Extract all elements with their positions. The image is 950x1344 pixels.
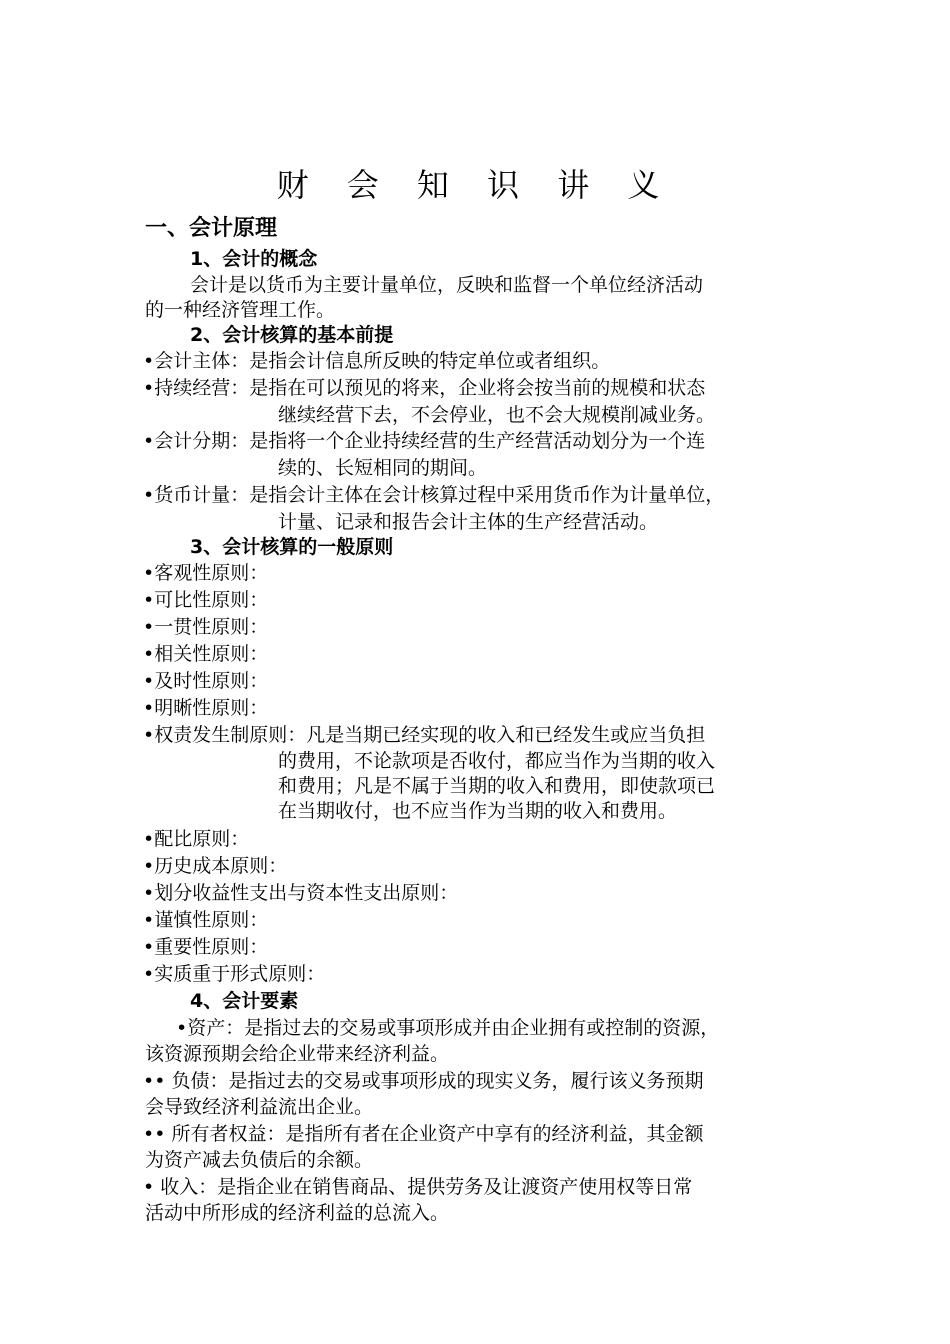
paragraph-line: 会计是以货币为主要计量单位，反映和监督一个单位经济活动 bbox=[190, 274, 704, 296]
list-item: •及时性原则： bbox=[143, 670, 269, 692]
list-item: •• 负债：是指过去的交易或事项形成的现实义务，履行该义务预期 bbox=[143, 1070, 704, 1092]
list-item-continuation: 为资产减去负债后的余额。 bbox=[145, 1149, 374, 1171]
list-item-continuation: 继续经营下去，不会停业，也不会大规模削减业务。 bbox=[278, 404, 716, 426]
list-item: •会计主体：是指会计信息所反映的特定单位或者组织。 bbox=[143, 350, 611, 372]
list-item: •可比性原则： bbox=[143, 589, 269, 611]
document-title: 财 会 知 识 讲 义 bbox=[276, 166, 674, 204]
list-item-continuation: 活动中所形成的经济利益的总流入。 bbox=[145, 1202, 450, 1224]
list-item-continuation: 计量、记录和报告会计主体的生产经营活动。 bbox=[278, 511, 659, 533]
list-item-continuation: 和费用；凡是不属于当期的收入和费用，即使款项已 bbox=[278, 775, 716, 797]
list-item: •配比原则： bbox=[143, 828, 250, 850]
subsection-heading-premises: 2、会计核算的基本前提 bbox=[190, 324, 394, 346]
list-item-continuation: 在当期收付，也不应当作为当期的收入和费用。 bbox=[278, 800, 678, 822]
list-item: •谨慎性原则： bbox=[143, 909, 269, 931]
list-item: •资产：是指过去的交易或事项形成并由企业拥有或控制的资源， bbox=[176, 1017, 720, 1039]
subsection-heading-elements: 4、会计要素 bbox=[190, 990, 299, 1012]
list-item: •相关性原则： bbox=[143, 643, 269, 665]
list-item: •划分收益性支出与资本性支出原则： bbox=[143, 882, 459, 904]
list-item: •会计分期：是指将一个企业持续经营的生产经营活动划分为一个连 bbox=[143, 430, 706, 452]
section-heading-accounting-principles: 一、会计原理 bbox=[145, 216, 278, 241]
list-item: • 收入：是指企业在销售商品、提供劳务及让渡资产使用权等日常 bbox=[143, 1176, 693, 1198]
list-item: •重要性原则： bbox=[143, 936, 269, 958]
list-item: •实质重于形式原则： bbox=[143, 963, 326, 985]
list-item: •一贯性原则： bbox=[143, 616, 269, 638]
paragraph-line: 的一种经济管理工作。 bbox=[145, 299, 336, 321]
list-item: •客观性原则： bbox=[143, 562, 269, 584]
subsection-heading-concept: 1、会计的概念 bbox=[190, 248, 318, 270]
list-item-continuation: 续的、长短相同的期间。 bbox=[278, 457, 488, 479]
list-item: •权责发生制原则：凡是当期已经实现的收入和已经发生或应当负担 bbox=[143, 724, 706, 746]
list-item: •历史成本原则： bbox=[143, 855, 288, 877]
subsection-heading-general-principles: 3、会计核算的一般原则 bbox=[190, 536, 394, 558]
list-item: •• 所有者权益：是指所有者在企业资产中享有的经济利益，其金额 bbox=[143, 1123, 704, 1145]
list-item: •持续经营：是指在可以预见的将来，企业将会按当前的规模和状态 bbox=[143, 377, 706, 399]
list-item-continuation: 的费用，不论款项是否收付，都应当作为当期的收入 bbox=[278, 750, 716, 772]
list-item: •货币计量：是指会计主体在会计核算过程中采用货币作为计量单位， bbox=[143, 484, 725, 506]
list-item-continuation: 该资源预期会给企业带来经济利益。 bbox=[145, 1043, 450, 1065]
list-item-continuation: 会导致经济利益流出企业。 bbox=[145, 1096, 374, 1118]
list-item: •明晰性原则： bbox=[143, 697, 269, 719]
